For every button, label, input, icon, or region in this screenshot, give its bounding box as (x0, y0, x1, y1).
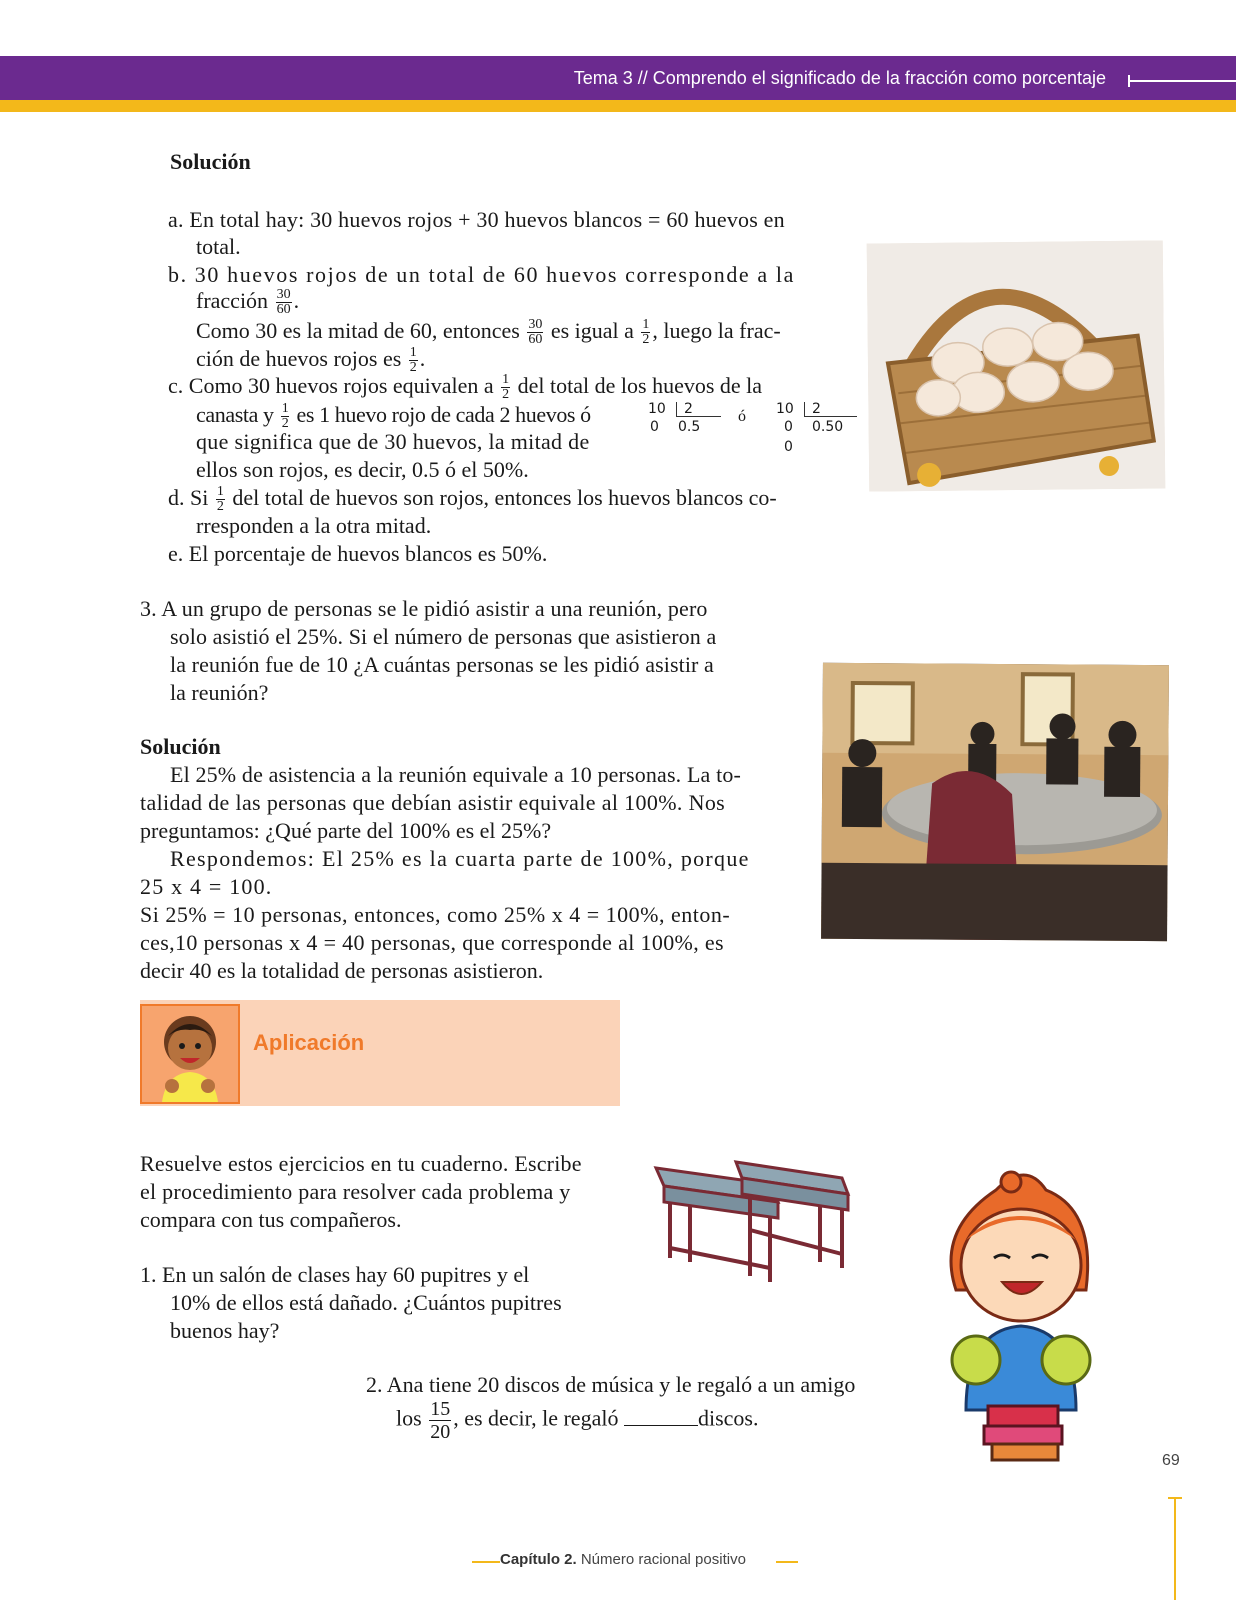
solution-line-b2: fracción $\frac{30}{60}$ . (196, 287, 300, 318)
solution-2-title: Solución (140, 734, 221, 759)
solution-2-line-2: talidad de las personas que debían asistir equivale al 100%. Nos (140, 790, 726, 815)
fraction-30-60: $\frac{30}{60}$ (528, 317, 543, 348)
solution-line-b3 (196, 317, 781, 347)
division-2-remainder-2: 0 (784, 439, 793, 455)
solution-line-c4: ellos son rojos, es decir, 0.5 ó el 50%. (196, 457, 529, 482)
solution-line-e1: e. El porcentaje de huevos blancos es 50%. (168, 541, 548, 566)
fraction-15-20: $\frac{15}{20}$ (430, 1398, 451, 1443)
division-2-bracket (804, 402, 857, 417)
solution-c1-text-a: c. Como 30 huevos rojos equivalen a (168, 373, 494, 398)
division-2-quotient: 0.50 (812, 419, 844, 435)
exercise-1-line-2: 10% de ellos está dañado. ¿Cuántos pupitres (170, 1290, 562, 1315)
division-1-remainder: 0 (650, 419, 659, 435)
answer-blank (624, 1425, 698, 1426)
fraction-30-60: $\frac{30}{60}$ (276, 287, 291, 318)
solution-line-b4: ción de huevos rojos es $\frac{1}{2}$ . (196, 345, 426, 376)
exercise-2-text-b: , es decir, le regaló (453, 1405, 619, 1431)
solution-line-c3: que significa que de 30 huevos, la mitad de (196, 429, 590, 454)
solution-2-line-3: preguntamos: ¿Qué parte del 100% es el 25%? (140, 818, 552, 843)
division-1-divisor: 2 (684, 401, 693, 417)
problem-3-line-3: la reunión fue de 10 ¿A cuántas personas se les pidió asistir a (170, 652, 714, 677)
solution-line-c1 (168, 372, 762, 402)
meeting-photo (821, 663, 1169, 941)
solution-c1-text-b: del total de los huevos de la (517, 373, 763, 398)
solution-c2-text-a: canasta y (196, 402, 274, 427)
solution-line-d1 (168, 484, 777, 514)
fraction-1-2: $\frac{1}{2}$ (216, 484, 224, 515)
girl-illustration (936, 1170, 1106, 1472)
solution-b4-text: ción de huevos rojos es (196, 346, 402, 371)
exercise-2-text-c: discos. (697, 1405, 759, 1431)
long-division-1 (648, 400, 728, 448)
solution-b3-text-a: Como 30 es la mitad de 60, entonces (196, 318, 520, 343)
solution-title: Solución (170, 149, 251, 174)
boy-avatar-drawing (142, 1006, 238, 1102)
fraction-1-2: $\frac{1}{2}$ (409, 345, 417, 376)
solution-2-line-4: Respondemos: El 25% es la cuarta parte de 100%, porque (170, 846, 750, 871)
egg-basket-drawing (867, 240, 1166, 491)
long-division-2 (776, 400, 866, 466)
page-number: 69 (1162, 1452, 1180, 1469)
exercises-intro-line-1: Resuelve estos ejercicios en tu cuaderno. Escribe (140, 1151, 582, 1176)
exercise-2-line-2 (396, 1398, 758, 1443)
exercise-2-text-a: los (396, 1405, 422, 1431)
header-accent-band (0, 100, 1236, 112)
footer-line-right (776, 1561, 798, 1563)
fraction-1-2: $\frac{1}{2}$ (281, 401, 289, 432)
girl-drawing (936, 1170, 1106, 1472)
or-text: ó (738, 408, 746, 425)
solution-b2-text: fracción (196, 288, 269, 313)
header-title: Tema 3 // Comprendo el significado de la fracción como porcentaje (573, 68, 1106, 88)
exercises-intro-line-3: compara con tus compañeros. (140, 1207, 402, 1232)
solution-line-d2: rresponden a la otra mitad. (196, 513, 432, 538)
solution-2-line-7: ces,10 personas x 4 = 40 personas, que corresponde al 100%, es (140, 930, 724, 955)
exercise-1-line-1: 1. En un salón de clases hay 60 pupitres y el (140, 1262, 530, 1287)
footer-chapter-name: Número racional positivo (580, 1551, 746, 1568)
footer-chapter: Capítulo 2. (500, 1551, 577, 1568)
division-2-dividend: 10 (776, 401, 794, 417)
footer-line-left (472, 1561, 500, 1563)
exercise-2-line-1: 2. Ana tiene 20 discos de música y le regaló a un amigo (366, 1372, 856, 1397)
desks-illustration (650, 1158, 860, 1286)
footer (500, 1551, 746, 1568)
page-marker-line (1174, 1497, 1176, 1600)
egg-basket-photo (867, 240, 1166, 491)
fraction-1-2: $\frac{1}{2}$ (642, 317, 650, 348)
solution-b3-text-b: es igual a (550, 318, 634, 343)
division-2-remainder-1: 0 (784, 419, 793, 435)
meeting-drawing (821, 663, 1169, 941)
solution-b3-text-c: , luego la frac- (652, 318, 781, 343)
aplicacion-title: Aplicación (253, 1030, 365, 1055)
header-line (1130, 80, 1236, 82)
solution-2-line-6: Si 25% = 10 personas, entonces, como 25% x 4 = 100%, enton- (140, 902, 731, 927)
division-1-quotient: 0.5 (678, 419, 701, 435)
solution-d1-text-a: d. Si (168, 485, 209, 510)
solution-2-line-8: decir 40 es la totalidad de personas asistieron. (140, 958, 544, 983)
division-1-bracket (676, 402, 721, 417)
division-2-divisor: 2 (812, 401, 821, 417)
solution-line-a1: a. En total hay: 30 huevos rojos + 30 huevos blancos = 60 huevos en (168, 207, 785, 232)
problem-3-line-1: 3. A un grupo de personas se le pidió asistir a una reunión, pero (140, 596, 708, 621)
solution-line-b1: b. 30 huevos rojos de un total de 60 huevos corresponde a la (168, 262, 795, 287)
solution-c2-text-b: es 1 huevo rojo de cada 2 huevos ó (296, 402, 591, 427)
division-1-dividend: 10 (648, 401, 666, 417)
exercise-1-line-3: buenos hay? (170, 1318, 280, 1343)
fraction-1-2: $\frac{1}{2}$ (502, 372, 510, 403)
solution-2-line-1: El 25% de asistencia a la reunión equivale a 10 personas. La to- (170, 762, 742, 787)
solution-d1-text-b: del total de huevos son rojos, entonces los huevos blancos co- (232, 485, 777, 510)
desks-drawing (650, 1158, 860, 1286)
solution-line-a2: total. (196, 234, 241, 259)
solution-line-c2 (196, 401, 591, 431)
solution-2-line-5: 25 x 4 = 100. (140, 874, 273, 899)
problem-3-line-4: la reunión? (170, 680, 269, 705)
boy-avatar-icon (140, 1004, 240, 1104)
exercises-intro-line-2: el procedimiento para resolver cada problema y (140, 1179, 571, 1204)
problem-3-line-2: solo asistió el 25%. Si el número de personas que asistieron a (170, 624, 717, 649)
